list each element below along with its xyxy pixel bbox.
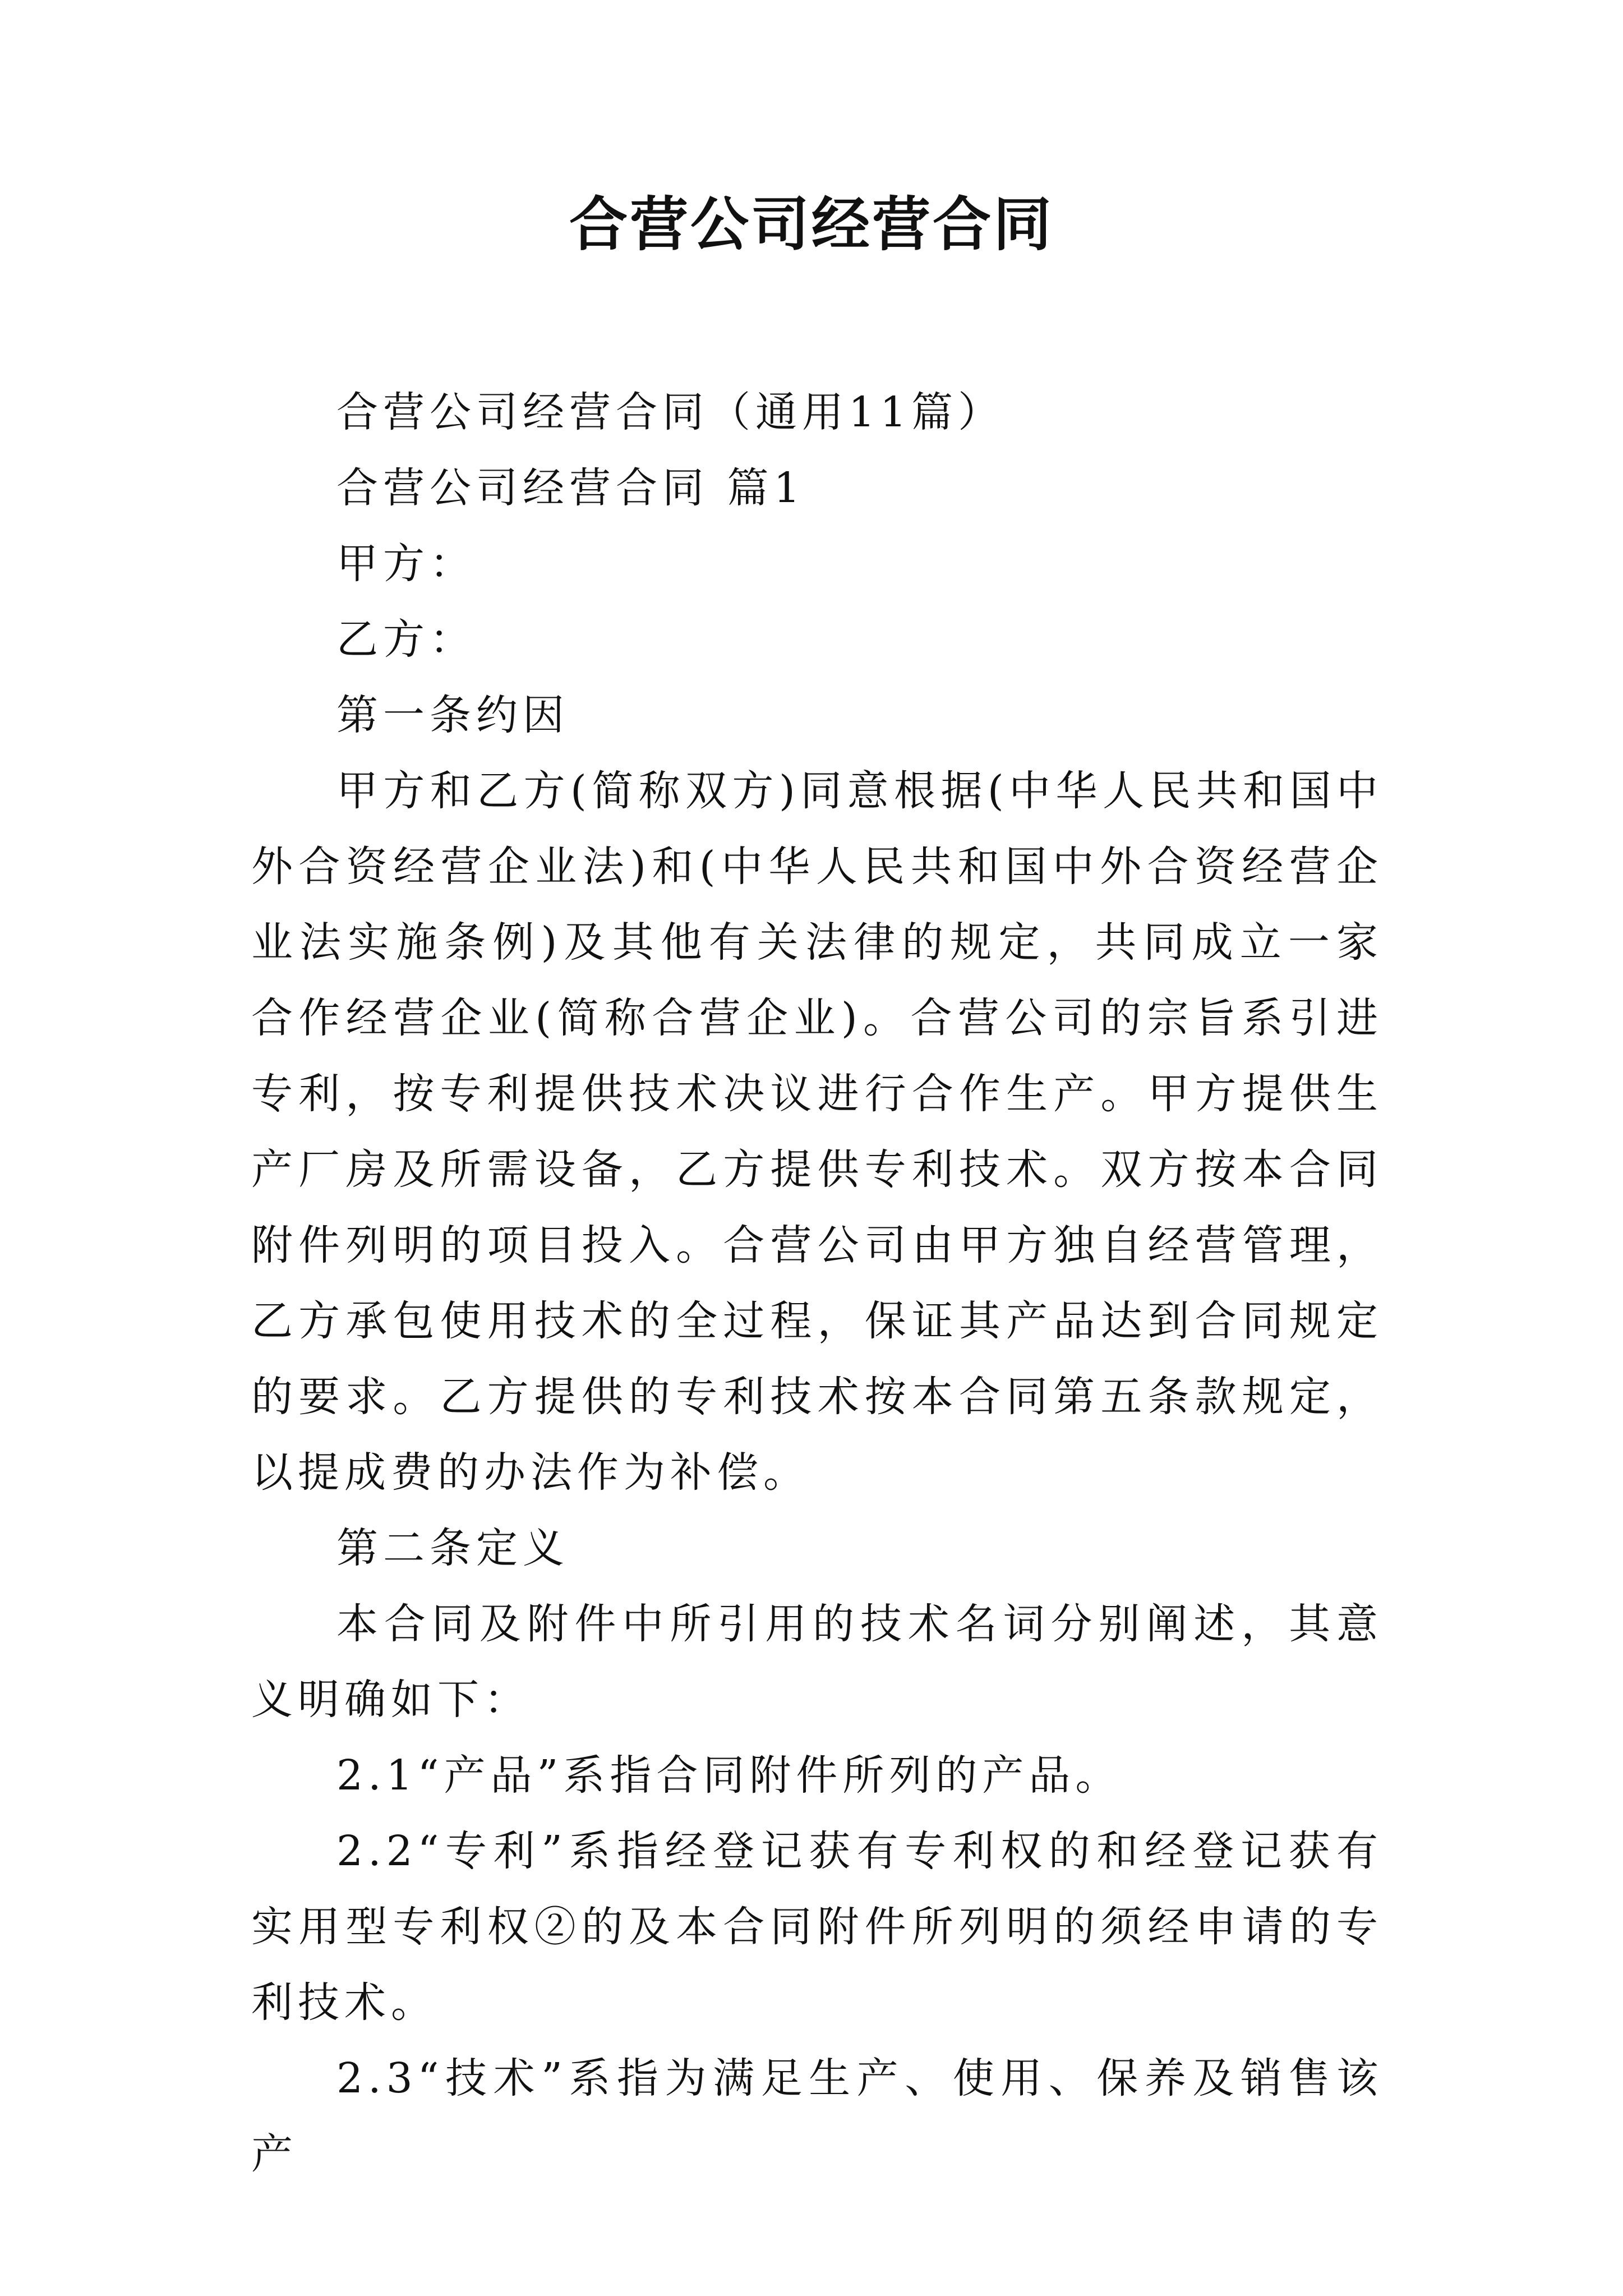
paragraph-article-1-heading: 第一条约因 — [336, 691, 569, 739]
paragraph-party-a: 甲方： — [336, 540, 476, 588]
paragraph-subtitle: 合营公司经营合同（通用11篇） — [336, 388, 1005, 436]
paragraph-article-2-heading: 第二条定义 — [336, 1524, 569, 1572]
paragraph-party-b: 乙方： — [336, 615, 476, 664]
paragraph-section-heading: 合营公司经营合同 篇1 — [336, 464, 805, 512]
document-title: 合营公司经营合同 — [569, 190, 1054, 259]
paragraph-clause-2-2: 2.2“专利”系指经登记获有专利权的和经登记获有实用型专利权②的及本合同附件所列明的须经申请的专利技术。 — [251, 1827, 1383, 2027]
paragraph-article-2-intro: 本合同及附件中所引用的技术名词分别阐述，其意义明确如下： — [251, 1600, 1383, 1724]
paragraph-article-1-body: 甲方和乙方(简称双方)同意根据(中华人民共和国中外合资经营企业法)和(中华人民共和国中外合资经营企业法实施条例)及其他有关法律的规定，共同成立一家合作经营企业(简称合营企业)。合营公司的宗旨系引进专利，按专利提供技术决议进行合作生产。甲方提供生产厂房及所需设备，乙方提供专利技术。双方按本合同附件列明的项目投入。合营公司由甲方独自经营管理，乙方承包使用技术的全过程，保证其产品达到合同规定的要求。乙方提供的专利技术按本合同第五条款规定，以提成费的办法作为补偿。 — [251, 767, 1383, 1497]
paragraph-clause-2-3: 2.3“技术”系指为满足生产、使用、保养及销售该产 — [251, 2054, 1383, 2178]
document-body — [251, 375, 1383, 2192]
paragraph-clause-2-1: 2.1“产品”系指合同附件所列的产品。 — [336, 1751, 1122, 1800]
